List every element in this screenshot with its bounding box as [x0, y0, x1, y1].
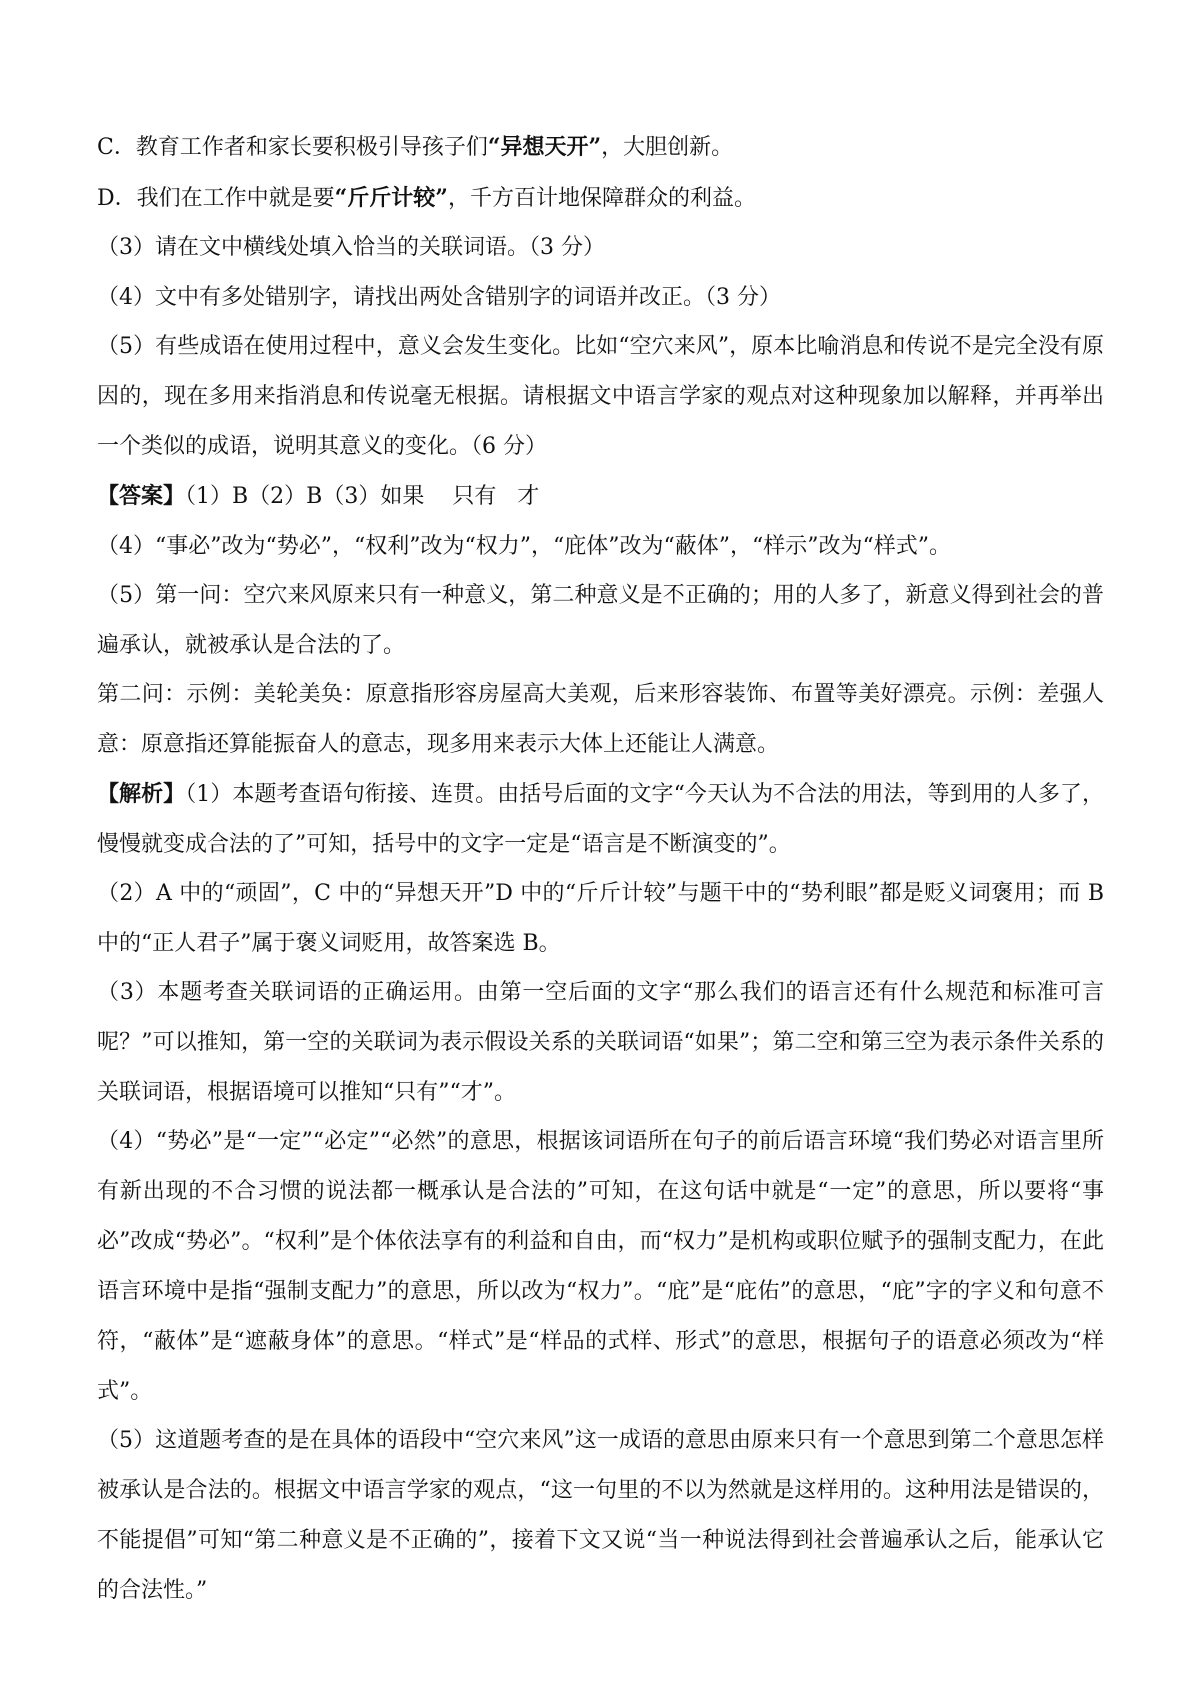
analysis-4: （4）“势必”是“一定”“必定”“必然”的意思，根据该词语所在句子的前后语言环境“我们势必对语言里所有新出现的不合习惯的说法都一概承认是合法的”可知，在这句话中就是“一定”的意思，所以要将“事必”改成“势必”。“权利”是个体依法享有的利益和自由，而“权力”是机构或职位赋予的强制支配力，在此语言环境中是指“强制支配力”的意思，所以改为“权力”。“庇”是“庇佑”的意思，“庇”字的字义和句意不符，“蔽体”是“遮蔽身体”的意思。“样式”是“样品的式样、形式”的意思，根据句子的语意必须改为“样式”。 [97, 1129, 1104, 1404]
analysis-3: （3）本题考查关联词语的正确运用。由第一空后面的文字“那么我们的语言还有什么规范和标准可言呢？”可以推知，第一空的关联词为表示假设关系的关联词语“如果”；第二空和第三空为表示条件关系的关联词语，根据语境可以推知“只有”“才”。 [97, 980, 1104, 1105]
answer-4: （4）“事必”改为“势必”，“权利”改为“权力”，“庇体”改为“蔽体”，“样示”改为“样式”。 [97, 533, 951, 559]
answer-5-part2: 第二问：示例：美轮美奂：原意指形容房屋高大美观，后来形容装饰、布置等美好漂亮。示例：差强人意：原意指还算能振奋人的意志，现多用来表示大体上还能让人满意。 [97, 682, 1104, 757]
option-d-post: ，千方百计地保障群众的利益。 [447, 185, 756, 211]
option-d-pre: D．我们在工作中就是要 [97, 185, 335, 211]
option-c-bold: “异想天开” [487, 134, 602, 160]
answer-5: （5）第一问：空穴来风原来只有一种意义，第二种意义是不正确的；用的人多了，新意义得到社会的普遍承认，就被承认是合法的了。 [97, 583, 1104, 658]
analysis-5: （5）这道题考查的是在具体的语段中“空穴来风”这一成语的意思由原来只有一个意思到第二个意思怎样被承认是合法的。根据文中语言学家的观点，“这一句里的不以为然就是这样用的。这种用法是错误的，不能提倡”可知“第二种意义是不正确的”，接着下文又说“当一种说法得到社会普遍承认之后，能承认它的合法性。” [97, 1428, 1104, 1603]
option-c-pre: C．教育工作者和家长要积极引导孩子们 [97, 135, 488, 160]
analysis-2: （2）A 中的“顽固”，C 中的“异想天开”D 中的“斤斤计较”与题干中的“势利眼”都是贬义词褒用；而 B 中的“正人君子”属于褒义词贬用，故答案选 B。 [97, 881, 1111, 956]
analysis-1-text: （1）本题考查语句衔接、连贯。由括号后面的文字“今天认为不合法的用法，等到用的人多了，慢慢就变成合法的了”可知，括号中的文字一定是“语言是不断演变的”。 [97, 782, 1104, 857]
option-c [97, 128, 1104, 167]
option-d-bold: “斤斤计较” [334, 184, 448, 211]
question-5: （5）有些成语在使用过程中，意义会发生变化。比如“空穴来风”，原本比喻消息和传说不是完全没有原因的，现在多用来指消息和传说毫无根据。请根据文中语言学家的观点对这种现象加以解释，并再举出一个类似的成语，说明其意义的变化。（6 分） [97, 334, 1104, 459]
analysis-1 [97, 769, 1104, 870]
question-3: （3）请在文中横线处填入恰当的关联词语。（3 分） [97, 235, 605, 260]
answer-label: 【答案】 [97, 483, 186, 509]
question-4: （4）文中有多处错别字，请找出两处含错别字的词语并改正。（3 分） [97, 284, 781, 310]
analysis-label: 【解析】 [97, 781, 186, 807]
answer-1-text: （1）B（2）B（3）如果 只有 才 [185, 484, 540, 509]
option-c-post: ，大胆创新。 [601, 135, 734, 160]
option-d [97, 179, 1104, 218]
answer-heading [97, 477, 1104, 516]
